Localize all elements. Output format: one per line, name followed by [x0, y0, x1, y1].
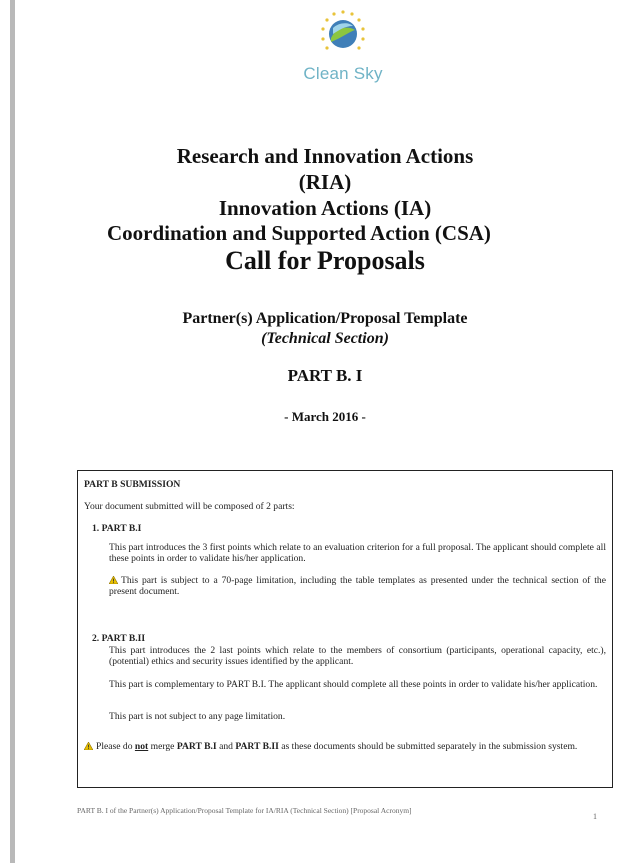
section-1-heading: 1. PART B.I [92, 523, 142, 534]
note-part1: PART B.I [176, 741, 217, 752]
section-2-paragraph-3: This part is not subject to any page limitation. [109, 711, 286, 722]
template-subtitle: (Technical Section) [261, 330, 389, 347]
document-page [15, 0, 635, 863]
title-line-2: (RIA) [298, 170, 352, 194]
box-intro: Your document submitted will be composed of 2 parts: [84, 501, 295, 512]
logo-text: Clean Sky [303, 64, 383, 83]
warning-icon [109, 576, 118, 584]
note-suffix: as these documents should be submitted separately in the submission system. [278, 741, 578, 752]
note-prefix: Please do [96, 741, 135, 752]
call-for-proposals-title: Call for Proposals [225, 246, 425, 275]
page-number: 1 [593, 812, 597, 821]
page-footer: PART B. I of the Partner(s) Application/Proposal Template for IA/RIA (Technical Section) [Proposal Acronym] [77, 806, 412, 815]
title-line-1: Research and Innovation Actions [176, 144, 474, 168]
section-2-heading: 2. PART B.II [92, 633, 146, 644]
section-1-paragraph-2 [109, 575, 606, 597]
note-part2: PART B.II [235, 741, 279, 752]
date-label: - March 2016 - [284, 409, 366, 424]
section-2-paragraph-1: This part introduces the 2 last points which relate to the members of consortium (participants, operational capacity, etc.), (potential) ethics and security issues identified by the applicant. [109, 645, 606, 667]
clean-sky-logo [273, 8, 413, 88]
title-line-3: Innovation Actions (IA) [218, 196, 432, 220]
box-title: PART B SUBMISSION [84, 479, 181, 490]
template-title: Partner(s) Application/Proposal Template [182, 310, 468, 327]
note-mid: merge [148, 741, 177, 752]
part-title: PART B. I [287, 366, 363, 385]
section-1-paragraph-1: This part introduces the 3 first points which relate to an evaluation criterion for a full proposal. The applicant should complete all these points in order to validate his/her application. [109, 542, 606, 564]
note-not: not [134, 741, 149, 752]
section-1-paragraph-2-text: This part is subject to a 70-page limitation, including the table templates as presented under the technical section of the present document. [109, 575, 606, 597]
submission-note [84, 741, 606, 752]
title-line-4: Coordination and Supported Action (CSA) [107, 221, 491, 245]
warning-icon [84, 742, 93, 750]
submission-info-box [77, 470, 613, 788]
section-2-paragraph-2: This part is complementary to PART B.I. The applicant should complete all these points in order to validate his/her application. [109, 679, 598, 690]
clean-sky-logo-icon [313, 8, 373, 64]
note-and: and [216, 741, 236, 752]
